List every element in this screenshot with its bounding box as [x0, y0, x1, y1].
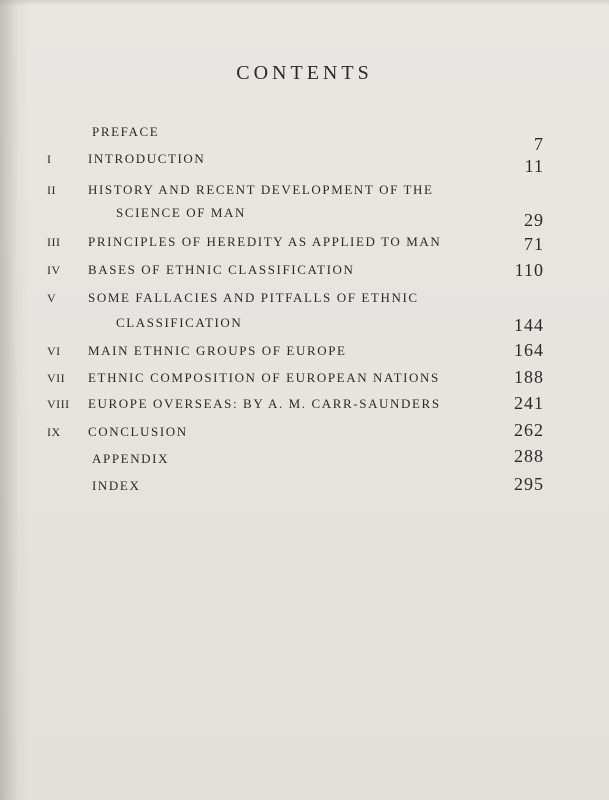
toc-label: BASES OF ETHNIC CLASSIFICATION: [88, 262, 355, 277]
toc-label: CONCLUSION: [88, 424, 188, 439]
toc-page-number: 11: [524, 156, 544, 176]
toc-numeral: VIII: [47, 397, 70, 411]
toc-numeral: V: [47, 291, 57, 305]
toc-label: SOME FALLACIES AND PITFALLS OF ETHNIC: [88, 290, 419, 305]
toc-page-number: 29: [524, 210, 544, 230]
toc-label: ETHNIC COMPOSITION OF EUROPEAN NATIONS: [88, 370, 440, 385]
toc-label: INTRODUCTION: [88, 151, 206, 166]
toc-numeral: III: [47, 235, 61, 249]
toc-label: PRINCIPLES OF HEREDITY AS APPLIED TO MAN: [88, 234, 442, 249]
top-shadow: [0, 0, 609, 6]
toc-label-continued: CLASSIFICATION: [116, 315, 243, 330]
toc-numeral: IV: [47, 263, 61, 277]
toc-page-number: 71: [524, 234, 544, 254]
toc-label: MAIN ETHNIC GROUPS OF EUROPE: [88, 343, 347, 358]
toc-numeral: VII: [47, 371, 66, 385]
toc-label: INDEX: [92, 478, 141, 493]
toc-numeral: VI: [47, 344, 61, 358]
toc-page-number: 241: [514, 393, 544, 413]
toc-label-continued: SCIENCE OF MAN: [116, 205, 247, 220]
toc-page-number: 7: [534, 134, 544, 154]
toc-page-number: 295: [514, 474, 544, 494]
binding-shadow: [0, 0, 30, 800]
toc-numeral: IX: [47, 425, 61, 439]
toc-page-number: 144: [514, 315, 544, 335]
toc-label: APPENDIX: [92, 451, 170, 466]
toc-page-number: 188: [514, 367, 544, 387]
toc-numeral: I: [47, 152, 52, 166]
toc-numeral: II: [47, 183, 56, 197]
toc-label: HISTORY AND RECENT DEVELOPMENT OF THE: [88, 182, 434, 197]
toc-page-number: 288: [514, 446, 544, 466]
toc-page-number: 110: [514, 260, 544, 280]
toc-page-number: 262: [514, 420, 544, 440]
toc-label: PREFACE: [92, 124, 160, 139]
toc-page-number: 164: [514, 340, 544, 360]
page-title: CONTENTS: [236, 62, 373, 84]
toc-label: EUROPE OVERSEAS: BY A. M. CARR-SAUNDERS: [88, 396, 441, 411]
